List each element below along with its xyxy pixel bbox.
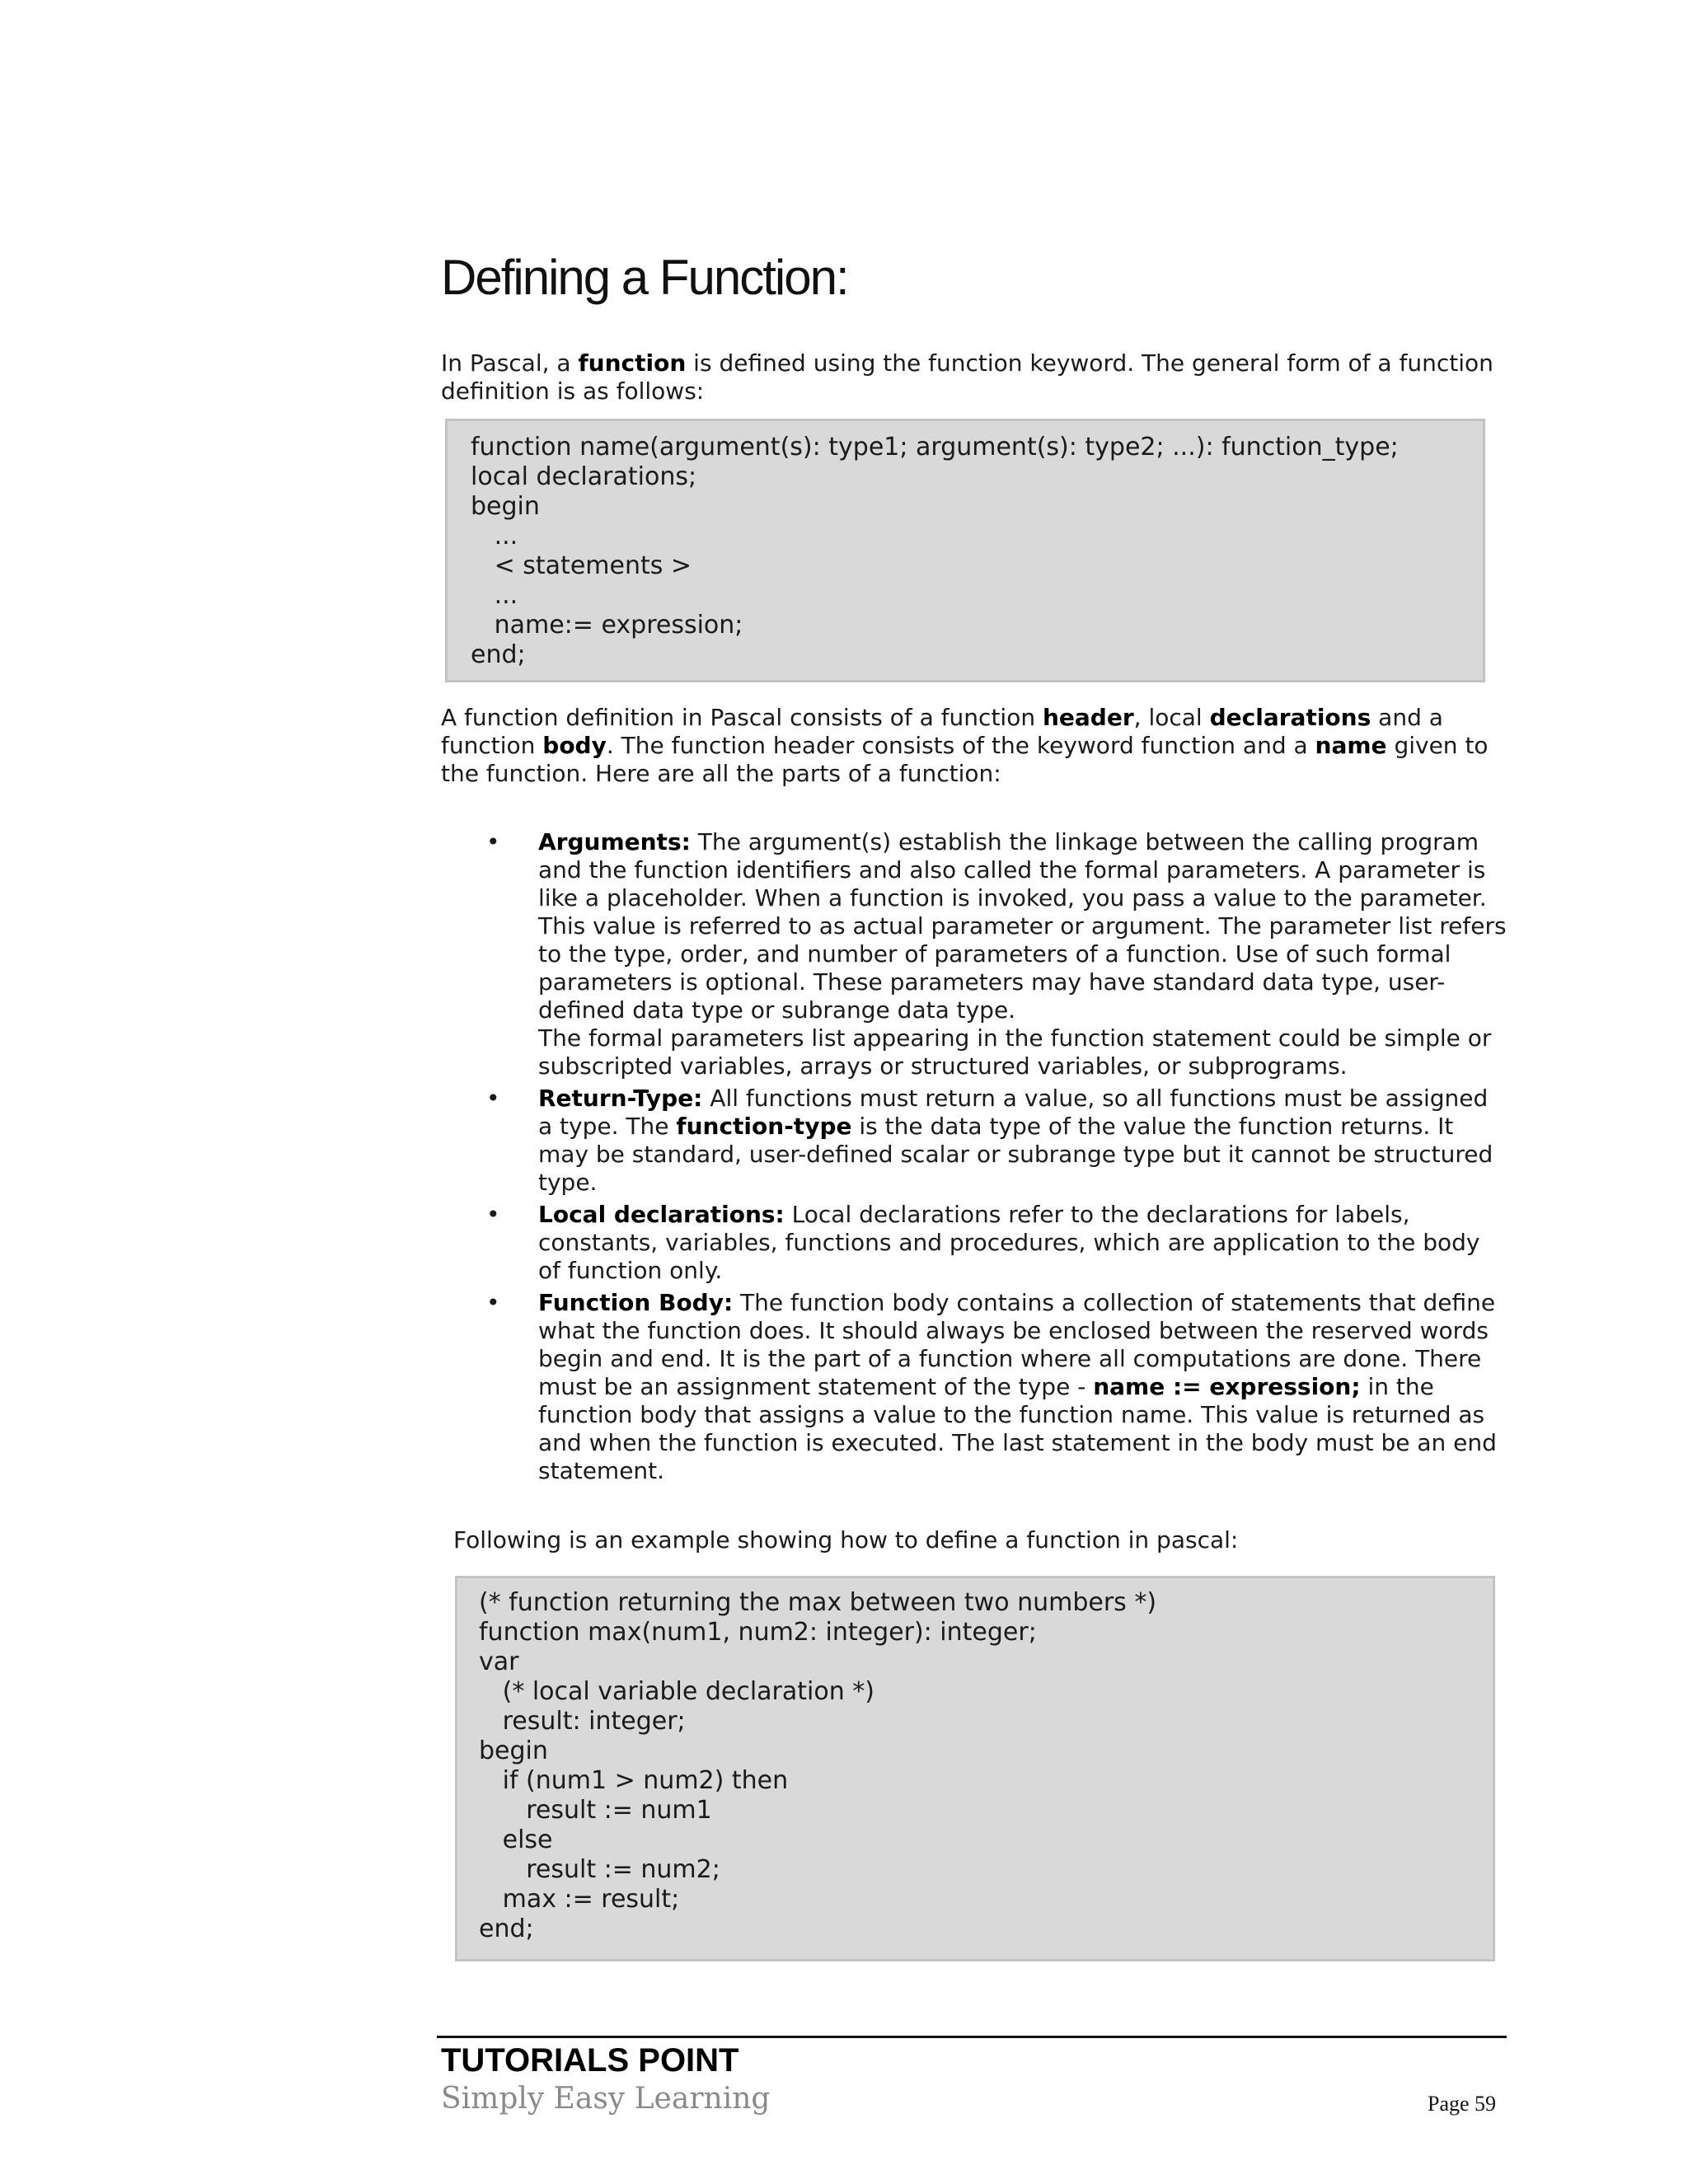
intro-text-1: In Pascal, a xyxy=(441,349,579,377)
list-item-local-declarations xyxy=(486,1201,1508,1285)
definition-text: given to the function. Here are all the parts of a function: xyxy=(441,732,1489,787)
arguments-text: The argument(s) establish the linkage between the calling program and the function identifiers and also called the formal parameters. A parameter is like a placeholder. When a function is invoked, you pass a value to the parameter. This value is referred to as actual parameter or argument. The parameter list refers to the type, order, and number of parameters of a function. Use of such formal parameters is optional. These parameters may have standard data type, user-defined data type or subrange data type. xyxy=(538,828,1507,1024)
syntax-code-line: function name(argument(s): type1; argument(s): type2; ...): function_type; xyxy=(471,433,1399,462)
arguments-text-2: The formal parameters list appearing in the function statement could be simple or subscripted variables, arrays or structured variables, or subprograms. xyxy=(538,1024,1492,1080)
term-local-declarations: Local declarations: xyxy=(538,1201,785,1228)
definition-paragraph xyxy=(441,704,1512,788)
intro-paragraph xyxy=(441,349,1512,405)
term-arguments: Arguments: xyxy=(538,828,691,855)
list-item-arguments xyxy=(486,828,1508,1080)
example-code-line: else xyxy=(479,1825,553,1854)
intro-text-2: is defined using the function keyword. The general form of a function definition is as follows: xyxy=(441,349,1493,405)
syntax-code-block xyxy=(445,419,1485,682)
syntax-code-line: end; xyxy=(471,640,526,669)
syntax-code-line: ... xyxy=(471,581,518,610)
definition-term-body: body xyxy=(542,732,607,759)
page-number: Page 59 xyxy=(1428,2092,1497,2116)
example-code-line: var xyxy=(479,1647,519,1676)
example-code-line: (* function returning the max between two numbers *) xyxy=(479,1588,1157,1617)
footer-divider xyxy=(437,2036,1507,2038)
definition-term-header: header xyxy=(1042,704,1134,731)
bullet-marker: • xyxy=(486,1085,500,1112)
example-code-line: (* local variable declaration *) xyxy=(479,1677,874,1706)
intro-keyword-function: function xyxy=(578,349,687,377)
list-item-return-type xyxy=(486,1085,1508,1197)
return-type-text-1: All functions must return a value, so all functions must be assigned a type. The xyxy=(538,1085,1489,1140)
definition-term-declarations: declarations xyxy=(1209,704,1372,731)
example-code-line: max := result; xyxy=(479,1885,680,1914)
bullet-marker: • xyxy=(486,1289,500,1316)
term-name-expression: name := expression; xyxy=(1093,1373,1361,1400)
bullet-marker: • xyxy=(486,1201,500,1228)
definition-text: . The function header consists of the keyword function and a xyxy=(606,732,1315,759)
syntax-code-line: name:= expression; xyxy=(471,611,743,640)
example-code-line: if (num1 > num2) then xyxy=(479,1766,789,1795)
syntax-code-line: < statements > xyxy=(471,551,692,580)
page-title: Defining a Function: xyxy=(441,250,848,305)
syntax-code-line: begin xyxy=(471,492,540,521)
example-code-line: function max(num1, num2: integer): integer; xyxy=(479,1618,1037,1647)
example-code-line: result := num1 xyxy=(479,1796,712,1825)
function-parts-list xyxy=(486,828,1508,1489)
definition-text: and a function xyxy=(441,704,1443,759)
syntax-code-line: ... xyxy=(471,522,518,551)
syntax-code-line: local declarations; xyxy=(471,462,697,491)
example-code-line: begin xyxy=(479,1736,548,1765)
example-code-line: end; xyxy=(479,1915,534,1943)
return-type-text-2: is the data type of the value the function returns. It may be standard, user-defined scalar or subrange type but it cannot be structured type. xyxy=(538,1113,1493,1196)
list-item-function-body xyxy=(486,1289,1508,1485)
example-code-line: result := num2; xyxy=(479,1855,720,1884)
definition-text: A function definition in Pascal consists of a function xyxy=(441,704,1043,731)
function-body-text-2: in the function body that assigns a value to the function name. This value is returned as and when the function is executed. The last statement in the body must be an end statement. xyxy=(538,1373,1497,1484)
term-function-body: Function Body: xyxy=(538,1289,734,1316)
term-return-type: Return-Type: xyxy=(538,1085,703,1112)
definition-term-name: name xyxy=(1315,732,1387,759)
function-body-text-1: The function body contains a collection of statements that define what the function does. It should always be enclosed between the reserved words begin and end. It is the part of a function where all computations are done. There must be an assignment statement of the type - xyxy=(538,1289,1496,1400)
footer-tagline: Simply Easy Learning xyxy=(441,2082,771,2116)
term-function-type: function-type xyxy=(676,1113,852,1140)
example-code-line: result: integer; xyxy=(479,1707,686,1736)
example-intro: Following is an example showing how to define a function in pascal: xyxy=(453,1526,1239,1554)
definition-text: , local xyxy=(1133,704,1210,731)
bullet-marker: • xyxy=(486,828,500,855)
example-code-block xyxy=(455,1576,1495,1961)
local-declarations-text: Local declarations refer to the declarations for labels, constants, variables, functions and procedures, which are application to the body of function only. xyxy=(538,1201,1480,1284)
footer-brand: TUTORIALS POINT xyxy=(441,2042,739,2079)
